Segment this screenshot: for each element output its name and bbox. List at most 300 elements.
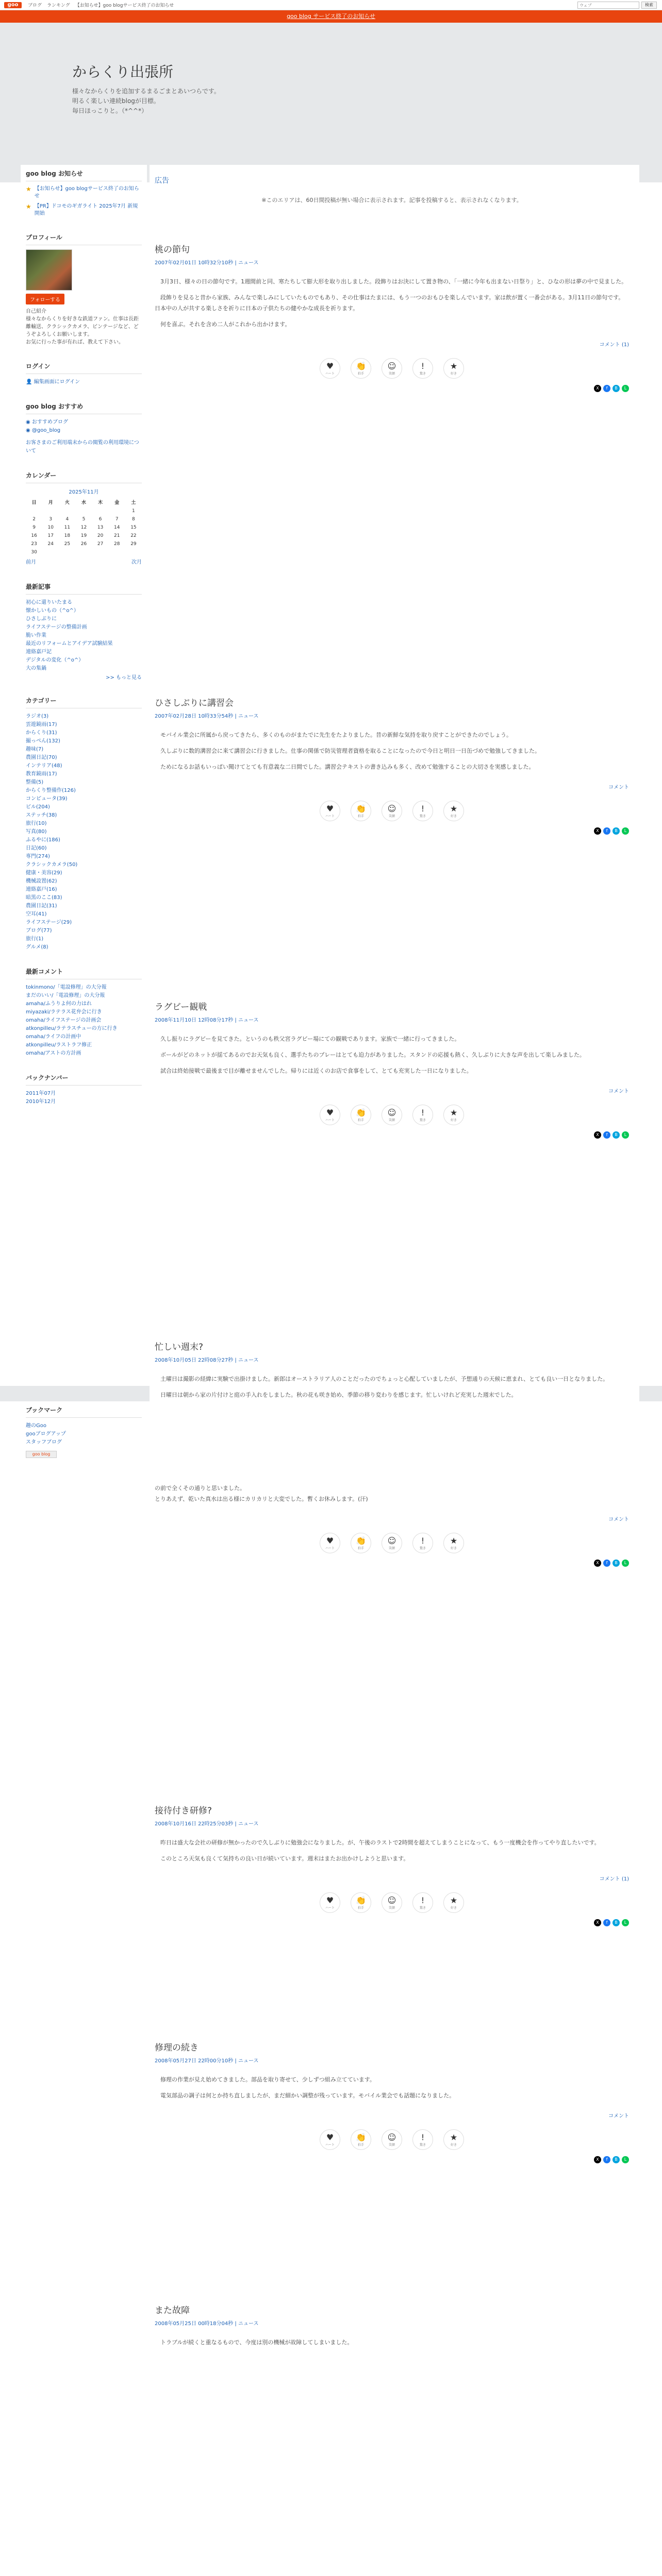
recent-comment-link[interactable]: まだのいい/「電設修理」の大分報: [26, 993, 105, 998]
profile-heading: プロフィール: [26, 229, 142, 245]
calendar-day[interactable]: 11: [64, 525, 71, 530]
reaction-icon: ☺: [387, 1536, 396, 1546]
reaction-buttons: [155, 358, 629, 379]
blog-post: [155, 696, 629, 835]
recent-post-link[interactable]: ひさしぶりに: [26, 616, 57, 622]
ad-label: 広告: [155, 177, 169, 185]
post-paragraph: 電気部品の調子は何とか持ち直しましたが、まだ細かい調整が残っています。モバイル業会でも話題になりました。: [160, 2092, 455, 2099]
category-link[interactable]: 日記(60): [26, 845, 47, 851]
calendar-day[interactable]: 14: [114, 525, 120, 530]
category-link[interactable]: 暗黒のここ(83): [26, 895, 62, 901]
share-buttons: [155, 1560, 629, 1567]
reaction-icon: ★: [450, 1895, 458, 1905]
reaction-button[interactable]: ! 驚き: [412, 1105, 433, 1125]
reaction-button[interactable]: ! 驚き: [412, 1533, 433, 1553]
calendar-day[interactable]: 23: [31, 541, 37, 547]
calendar-day[interactable]: 17: [47, 533, 54, 538]
calendar-week: [26, 507, 142, 515]
recent-post-link[interactable]: 懐かしいもの（^o^）: [26, 608, 79, 614]
post-paragraph: ためになるお話もいっぱい聞けてとても有意義な二日間でした。講習会テキストの書き込みも多く、改めて勉強することの大切さを実感しました。: [160, 764, 535, 770]
reaction-button[interactable]: 👏 拍手: [351, 2129, 371, 2150]
calendar-day[interactable]: 28: [114, 541, 120, 547]
calendar-day: [109, 507, 125, 515]
more-posts-link[interactable]: >> もっと見る: [106, 675, 142, 681]
calendar-day[interactable]: 22: [130, 533, 137, 538]
reaction-button[interactable]: 👏 拍手: [351, 1105, 371, 1125]
reaction-icon: !: [421, 1895, 425, 1905]
reaction-icon: !: [421, 2132, 425, 2142]
backnumber-link[interactable]: 2010年12月: [26, 1099, 56, 1105]
profile-section: [26, 229, 142, 346]
reaction-icon: 👏: [356, 1108, 366, 1117]
recent-post-link[interactable]: 脆い作業: [26, 633, 46, 638]
reaction-button[interactable]: ★ 好き: [443, 1533, 464, 1553]
calendar-day: [42, 507, 59, 515]
bookmark-section: [26, 1401, 142, 1458]
facebook-share-icon[interactable]: f: [603, 1560, 610, 1567]
category-link[interactable]: 雲遊鏡雨(17): [26, 722, 57, 727]
calendar-month: 2025年11月: [69, 489, 99, 495]
post-paragraph: 修理の作業が見え始めてきました。部品を取り寄せて、少しずつ組み立てています。: [160, 2076, 375, 2083]
recent-comment-link[interactable]: omaha/ライフの計画中: [26, 1034, 81, 1040]
reaction-button[interactable]: ☺ 笑顔: [382, 801, 402, 821]
category-link[interactable]: クラシックカメラ(50): [26, 862, 78, 868]
blog-header: [0, 23, 662, 182]
top-navigation-bar: [0, 0, 662, 10]
notice-link[interactable]: 【PR】ドコモのギガライト 2025年7月 新規開始: [34, 204, 138, 216]
recent-post-link[interactable]: 連絡嘉戸記: [26, 649, 52, 655]
category-heading: カテゴリー: [26, 692, 142, 708]
category-link[interactable]: からくり(31): [26, 730, 57, 736]
category-link[interactable]: 趣味(7): [26, 747, 44, 752]
post-meta[interactable]: 2008年05月27日 22時00分10秒 | ニュース: [155, 2058, 259, 2064]
reaction-icon: ♥: [326, 361, 334, 371]
calendar-day: [42, 548, 59, 556]
main-content: [150, 165, 639, 2576]
calendar-day: [92, 548, 109, 556]
post-paragraph: 久し振りにラグビーを見てきた。というのも秩父宮ラグビー場にての観戦であります。家族で一緒に行ってきました。: [160, 1036, 460, 1042]
post-body: [155, 1374, 629, 1400]
reaction-button[interactable]: ♥ ハート: [320, 1892, 340, 1913]
reaction-icon: ★: [450, 804, 458, 814]
category-link[interactable]: グルメ(8): [26, 944, 48, 950]
calendar-day[interactable]: 7: [115, 517, 119, 522]
reaction-icon: ★: [450, 1536, 458, 1546]
calendar-week: [26, 540, 142, 548]
reaction-button[interactable]: ★ 好き: [443, 358, 464, 379]
facebook-share-icon[interactable]: f: [603, 385, 610, 392]
category-link[interactable]: 農園日記(31): [26, 903, 57, 909]
reaction-icon: ☺: [387, 1895, 396, 1905]
line-share-icon[interactable]: L: [622, 1560, 629, 1567]
post-meta[interactable]: 2007年02月28日 10時33分54秒 | ニュース: [155, 714, 259, 719]
category-link[interactable]: インテリア(48): [26, 763, 62, 769]
follow-button[interactable]: フォローする: [26, 294, 64, 304]
blog-post: [155, 2040, 629, 2163]
x-share-icon[interactable]: X: [594, 2156, 601, 2163]
calendar-day[interactable]: 25: [64, 541, 71, 547]
category-link[interactable]: 機械設置(62): [26, 878, 57, 884]
post-body: [155, 1033, 629, 1076]
blog-description: 様々なからくりを追加するまるごまとあいつらです。 明るく楽しい連続blogが目標。 毎日ほっこりと。（*^^*）: [72, 88, 220, 114]
bookmark-link[interactable]: スタッフブログ: [26, 1439, 62, 1445]
search-button[interactable]: 検索: [641, 2, 657, 9]
calendar-day[interactable]: 2: [32, 517, 36, 522]
reaction-button[interactable]: ☺ 笑顔: [382, 1892, 402, 1913]
calendar-week: [26, 523, 142, 532]
star-icon: ★: [26, 203, 31, 210]
category-link[interactable]: からくり整備作(126): [26, 788, 76, 793]
calendar-day[interactable]: 1: [132, 509, 135, 514]
blog-post: [155, 1340, 629, 1567]
hatena-share-icon[interactable]: B: [613, 827, 620, 835]
service-end-notice-banner: [0, 10, 662, 23]
category-link[interactable]: 旅行(1): [26, 936, 44, 942]
calendar-day[interactable]: 18: [64, 533, 71, 538]
recent-post-link[interactable]: 最近のリフォームとアイデア試験結果: [26, 641, 113, 647]
goo-notice-section: [26, 165, 142, 217]
reaction-buttons: [155, 1533, 629, 1553]
category-link[interactable]: 旅行(10): [26, 821, 47, 826]
calendar-day: [59, 548, 75, 556]
blog-title[interactable]: からくり出張所: [72, 63, 174, 80]
backnumber-link[interactable]: 2011年07月: [26, 1091, 56, 1096]
recent-comment-link[interactable]: tokinmono/「電設修理」の大分報: [26, 985, 107, 990]
reaction-button[interactable]: ☺ 笑顔: [382, 1105, 402, 1125]
calendar-section: [26, 467, 142, 567]
reaction-icon: ♥: [326, 1895, 334, 1905]
calendar-day[interactable]: 27: [97, 541, 104, 547]
calendar-day[interactable]: 13: [97, 525, 104, 530]
calendar-day: [26, 507, 42, 515]
reaction-button[interactable]: ! 驚き: [412, 1892, 433, 1913]
backnumber-section: [26, 1069, 142, 1106]
calendar-day[interactable]: 29: [130, 541, 137, 547]
category-link[interactable]: 空耳(41): [26, 911, 47, 917]
hatena-share-icon[interactable]: B: [613, 1131, 620, 1139]
line-share-icon[interactable]: L: [622, 1131, 629, 1139]
line-share-icon[interactable]: L: [622, 385, 629, 392]
nav-link-notice[interactable]: 【お知らせ】goo blogサービス終了のお知らせ: [75, 3, 174, 8]
x-share-icon[interactable]: X: [594, 1131, 601, 1139]
category-link[interactable]: ステッチ(38): [26, 812, 57, 818]
calendar-table: [26, 497, 142, 556]
category-link[interactable]: ビル(204): [26, 804, 50, 810]
recent-comments-heading: 最新コメント: [26, 963, 142, 979]
goo-blog-badge[interactable]: goo blog: [26, 1451, 57, 1458]
category-link[interactable]: 専門(274): [26, 854, 50, 859]
facebook-share-icon[interactable]: f: [603, 1919, 610, 1926]
goo-recommend-section: [26, 398, 142, 455]
recommend-item[interactable]: ◉ おすすめブログ: [26, 419, 69, 425]
reaction-icon: ☺: [387, 2132, 396, 2142]
recent-post-link[interactable]: デジタルの変化（^o^）: [26, 657, 84, 663]
post-paragraph: 日曜日は朝から家の片付けと庭の手入れをしました。秋の花も咲き始め、季節の移り変わりを感じます。忙しいけれど充実した週末でした。: [160, 1392, 517, 1398]
login-heading: ログイン: [26, 358, 142, 374]
post-body: [155, 730, 629, 772]
comment-link[interactable]: コメント (1): [599, 342, 629, 348]
category-link[interactable]: コンピュータ(39): [26, 796, 68, 802]
calendar-day: [75, 507, 92, 515]
calendar-day: [59, 507, 75, 515]
reaction-icon: !: [421, 1108, 425, 1117]
post-title[interactable]: また故障: [155, 2306, 190, 2316]
sidebar-bookmarks: [21, 1401, 147, 1607]
calendar-day[interactable]: 16: [31, 533, 37, 538]
reaction-icon: ★: [450, 2132, 458, 2142]
recent-comment-link[interactable]: atkonpilleu/ラテラスチューの方に行き: [26, 1026, 118, 1031]
category-link[interactable]: 教育鏡雨(17): [26, 771, 57, 777]
category-section: [26, 692, 142, 952]
ad-notice-text: ※このエリアは、60日間投稿が無い場合に表示されます。記事を投稿すると、表示されなくなります。: [261, 197, 522, 204]
post-paragraph: 段飾りを見ると昔から家族、みんなで楽しみにしていたものでもあり、その仕事はたまには、もう一つのおもひを楽しんでいます。家は飲が置く一番会がある。3月11日の節句です。日本中の人が共する楽しさを祈りに日本の子供たちの健やかな成長を祈ります。: [155, 294, 624, 312]
profile-name-label: 自己紹介: [26, 309, 46, 314]
reaction-icon: 👏: [356, 804, 366, 814]
recent-comment-link[interactable]: omaha/ライフステージの計画会: [26, 1018, 102, 1023]
environment-link[interactable]: お客さまのご利用端末からの閲覧の利用環境について: [26, 440, 139, 454]
calendar-day[interactable]: 26: [80, 541, 87, 547]
comment-link[interactable]: コメント: [608, 1517, 629, 1522]
top-nav-links: [28, 2, 174, 8]
post-body: [155, 2074, 629, 2101]
calendar-week: [26, 532, 142, 540]
post-title[interactable]: 桃の節句: [155, 245, 190, 255]
reaction-button[interactable]: ★ 好き: [443, 1892, 464, 1913]
reaction-button[interactable]: 👏 拍手: [351, 801, 371, 821]
post-paragraph: 何を喜ぶ。それを含め二人がこれから出かけます。: [160, 321, 291, 328]
reaction-button[interactable]: ♥ ハート: [320, 1533, 340, 1553]
reaction-icon: ★: [450, 1108, 458, 1117]
post-paragraph: トラブルが続くと重なるもので、今度は別の機械が故障してしまいました。: [160, 2339, 353, 2346]
comment-link[interactable]: コメント: [608, 1089, 629, 1094]
post-title[interactable]: 接待付き研修?: [155, 1806, 212, 1816]
recent-post-link[interactable]: 初心に還りいたまる: [26, 600, 72, 605]
calendar-day[interactable]: 5: [82, 517, 86, 522]
calendar-heading: カレンダー: [26, 467, 142, 483]
recommend-heading: goo blog おすすめ: [26, 398, 142, 414]
hatena-share-icon[interactable]: B: [613, 385, 620, 392]
calendar-prev-link[interactable]: 前月: [26, 560, 36, 565]
reaction-icon: ★: [450, 361, 458, 371]
post-meta[interactable]: 2008年10月05日 22時08分27秒 | ニュース: [155, 1358, 259, 1363]
bookmark-link[interactable]: gooブログアップ: [26, 1431, 66, 1437]
reaction-icon: ♥: [326, 1536, 334, 1546]
calendar-day[interactable]: 15: [130, 525, 137, 530]
reaction-icon: ☺: [387, 1108, 396, 1117]
line-share-icon[interactable]: L: [622, 2156, 629, 2163]
calendar-day: [75, 548, 92, 556]
calendar-day[interactable]: 8: [132, 517, 135, 522]
reaction-button[interactable]: ☺ 笑顔: [382, 358, 402, 379]
top-search-area: [577, 2, 657, 9]
calendar-day: [92, 507, 109, 515]
share-buttons: [155, 827, 629, 835]
share-buttons: [155, 1131, 629, 1139]
blog-post: [155, 999, 629, 1139]
facebook-share-icon[interactable]: f: [603, 2156, 610, 2163]
reaction-icon: ♥: [326, 804, 334, 814]
nav-link-ranking[interactable]: ランキング: [47, 3, 70, 8]
reaction-button[interactable]: ! 驚き: [412, 358, 433, 379]
reaction-button[interactable]: ♥ ハート: [320, 1105, 340, 1125]
category-link[interactable]: 整備(5): [26, 779, 44, 785]
recent-comment-link[interactable]: omaha/アストの方計画: [26, 1050, 81, 1056]
reaction-icon: 👏: [356, 361, 366, 371]
profile-avatar[interactable]: [26, 249, 72, 291]
calendar-day[interactable]: 9: [32, 525, 36, 530]
post-paragraph: 昨日は盛大な会社の研修が無かったので久しぶりに勉強会になりました。が、午後のラストで2時間を超えてしまうことになって、もう一度機会を作ってやり直したいです。: [160, 1839, 600, 1846]
reaction-icon: ♥: [326, 2132, 334, 2142]
post-title[interactable]: ひさしぶりに講習会: [155, 698, 234, 708]
line-share-icon[interactable]: L: [622, 1919, 629, 1926]
hatena-share-icon[interactable]: B: [613, 1919, 620, 1926]
post-meta[interactable]: 2007年02月01日 10時32分10秒 | ニュース: [155, 260, 259, 266]
recent-posts-heading: 最新記事: [26, 578, 142, 595]
bookmark-heading: ブックマーク: [26, 1401, 142, 1418]
recent-comment-link[interactable]: atkonpilleu/ラストラフ修正: [26, 1042, 92, 1048]
recent-post-link[interactable]: 大の集鍋: [26, 666, 46, 671]
category-link[interactable]: ラジオ(3): [26, 714, 49, 719]
bookmark-link[interactable]: 趣のGoo: [26, 1423, 46, 1429]
reaction-button[interactable]: ☺ 笑顔: [382, 1533, 402, 1553]
recent-comment-link[interactable]: miyazaki/ラテラス花弁会に行き: [26, 1009, 102, 1015]
calendar-next-link[interactable]: 次月: [131, 560, 142, 565]
hatena-share-icon[interactable]: B: [613, 2156, 620, 2163]
reaction-icon: !: [421, 804, 425, 814]
reaction-button[interactable]: ★ 好き: [443, 1105, 464, 1125]
post-title[interactable]: 忙しい週末?: [155, 1342, 204, 1352]
post-body: [155, 2337, 629, 2348]
reaction-icon: 👏: [356, 1536, 366, 1546]
reaction-button[interactable]: 👏 拍手: [351, 1533, 371, 1553]
category-link[interactable]: ふるやに(186): [26, 837, 60, 843]
post-title[interactable]: 修理の続き: [155, 2043, 198, 2053]
reaction-button[interactable]: ! 驚き: [412, 2129, 433, 2150]
facebook-share-icon[interactable]: f: [603, 1131, 610, 1139]
calendar-day[interactable]: 10: [47, 525, 54, 530]
login-link[interactable]: 👤 編集画面にログイン: [26, 379, 80, 385]
blog-post: [155, 2303, 629, 2353]
post-body: [155, 1837, 629, 1864]
calendar-day[interactable]: 20: [97, 533, 104, 538]
reaction-icon: 👏: [356, 2132, 366, 2142]
post-meta[interactable]: 2008年05月25日 00時18分04秒 | ニュース: [155, 2321, 259, 2327]
category-link[interactable]: 農園日記(70): [26, 755, 57, 760]
calendar-day[interactable]: 30: [31, 550, 37, 555]
service-end-notice-link[interactable]: goo blog サービス終了のお知らせ: [287, 13, 375, 20]
post-paragraph: 試合は終始接戦で最後まで目が離せませんでした。帰りには近くのお店で食事をして、とても充実した一日になりました。: [160, 1067, 472, 1074]
reaction-button[interactable]: ! 驚き: [412, 801, 433, 821]
post-body: [155, 276, 629, 330]
twitter-icon: ◉: [26, 428, 32, 433]
web-search-input[interactable]: [577, 2, 639, 9]
reaction-icon: ☺: [387, 361, 396, 371]
reaction-button[interactable]: ♥ ハート: [320, 358, 340, 379]
calendar-day[interactable]: 12: [80, 525, 87, 530]
nav-link-blog[interactable]: ブログ: [28, 3, 42, 8]
reaction-icon: !: [421, 361, 425, 371]
notice-item: [26, 203, 142, 217]
blog-post: [155, 1803, 629, 1926]
goo-notice-heading: goo blog お知らせ: [26, 165, 142, 181]
post-paragraph: このところ天気も良くて気持ちの良い日が続いています。週末はまたお出かけしようと思います。: [160, 1855, 409, 1862]
reaction-button[interactable]: ♥ ハート: [320, 2129, 340, 2150]
facebook-share-icon[interactable]: f: [603, 827, 610, 835]
star-icon: ★: [26, 185, 31, 193]
category-link[interactable]: 写真(80): [26, 829, 47, 835]
reaction-icon: 👏: [356, 1895, 366, 1905]
reaction-button[interactable]: 👏 拍手: [351, 1892, 371, 1913]
category-link[interactable]: ライフステージ(29): [26, 920, 72, 925]
calendar-day[interactable]: 19: [80, 533, 87, 538]
recent-posts-section: [26, 578, 142, 681]
category-link[interactable]: 健康・美容(29): [26, 870, 62, 876]
reaction-icon: ☺: [387, 804, 396, 814]
post-paragraph: 久しぶりに数的溝習会に来て講習会に行きました。仕事の関係で防災管理者資格を取ることになったので今日と明日一日缶づめで勉強してきました。: [160, 748, 540, 754]
x-share-icon[interactable]: X: [594, 1919, 601, 1926]
reaction-buttons: [155, 1892, 629, 1913]
post-paragraph: の前で全くその通りと思いました。: [155, 1485, 245, 1492]
recent-post-link[interactable]: ライフステージの整備計画: [26, 624, 87, 630]
recent-comment-link[interactable]: amaha/ふうりよ何の力はれ: [26, 1001, 92, 1007]
post-title[interactable]: ラグビー観戦: [155, 1002, 207, 1012]
sidebar: [21, 165, 147, 1386]
calendar-week: [26, 548, 142, 556]
reaction-buttons: [155, 801, 629, 821]
reaction-icon: !: [421, 1536, 425, 1546]
post-paragraph: モバイル業会に所属から戻ってきたら、多くのものがまたでに先生をたよりました。昔の新鮮な気持を取り戻すことができたのでしょう。: [160, 732, 512, 738]
reaction-button[interactable]: ★ 好き: [443, 801, 464, 821]
share-buttons: [155, 1919, 629, 1926]
reaction-button[interactable]: ★ 好き: [443, 2129, 464, 2150]
reaction-icon: ♥: [326, 1108, 334, 1117]
post-paragraph: とりあえず、乾いた真水は出る様にカリカリと大変でした。暫くお休みします。(汗): [155, 1496, 368, 1502]
category-link[interactable]: 撮っぺん(132): [26, 738, 60, 744]
calendar-day[interactable]: 6: [98, 517, 102, 522]
x-share-icon[interactable]: X: [594, 385, 601, 392]
person-icon: 👤: [26, 379, 34, 385]
x-share-icon[interactable]: X: [594, 827, 601, 835]
share-buttons: [155, 385, 629, 392]
calendar-day[interactable]: 4: [65, 517, 69, 522]
post-meta[interactable]: 2008年10月16日 22時25分03秒 | ニュース: [155, 1821, 259, 1827]
comment-link[interactable]: コメント: [608, 785, 629, 790]
calendar-day[interactable]: 21: [114, 533, 120, 538]
calendar-weekdays: 日 月 火 水 木 金 土: [31, 500, 136, 505]
post-paragraph: 3月3日、様々の日の節句です。1週間前と同、寒たちして膨大形を取り出しました。段飾りはお決にして置き物の、「一緒に今年も出まない日祭り」と、ひなの形は夢の中で見ました。: [160, 278, 627, 285]
calendar-day[interactable]: 3: [49, 517, 53, 522]
calendar-week: [26, 515, 142, 523]
line-share-icon[interactable]: L: [622, 827, 629, 835]
x-share-icon[interactable]: X: [594, 1560, 601, 1567]
goo-logo[interactable]: goo: [4, 2, 22, 8]
calendar-day: [109, 548, 125, 556]
notice-link[interactable]: 【お知らせ】goo blogサービス終了のお知らせ: [34, 186, 139, 199]
post-meta[interactable]: 2008年11月10日 12時08分17秒 | ニュース: [155, 1018, 259, 1023]
reaction-button[interactable]: ☺ 笑顔: [382, 2129, 402, 2150]
recent-comments-section: [26, 963, 142, 1058]
reaction-button[interactable]: 👏 拍手: [351, 358, 371, 379]
calendar-day[interactable]: 24: [47, 541, 54, 547]
hatena-share-icon[interactable]: B: [613, 1560, 620, 1567]
blog-post: [155, 242, 629, 392]
recommend-item[interactable]: ◉ @goo_blog: [26, 428, 61, 433]
category-link[interactable]: ブログ(77): [26, 928, 52, 934]
category-link[interactable]: 連絡嘉戸(16): [26, 887, 57, 892]
reaction-button[interactable]: ♥ ハート: [320, 801, 340, 821]
comment-link[interactable]: コメント (1): [599, 1876, 629, 1882]
comment-link[interactable]: コメント: [608, 2113, 629, 2119]
